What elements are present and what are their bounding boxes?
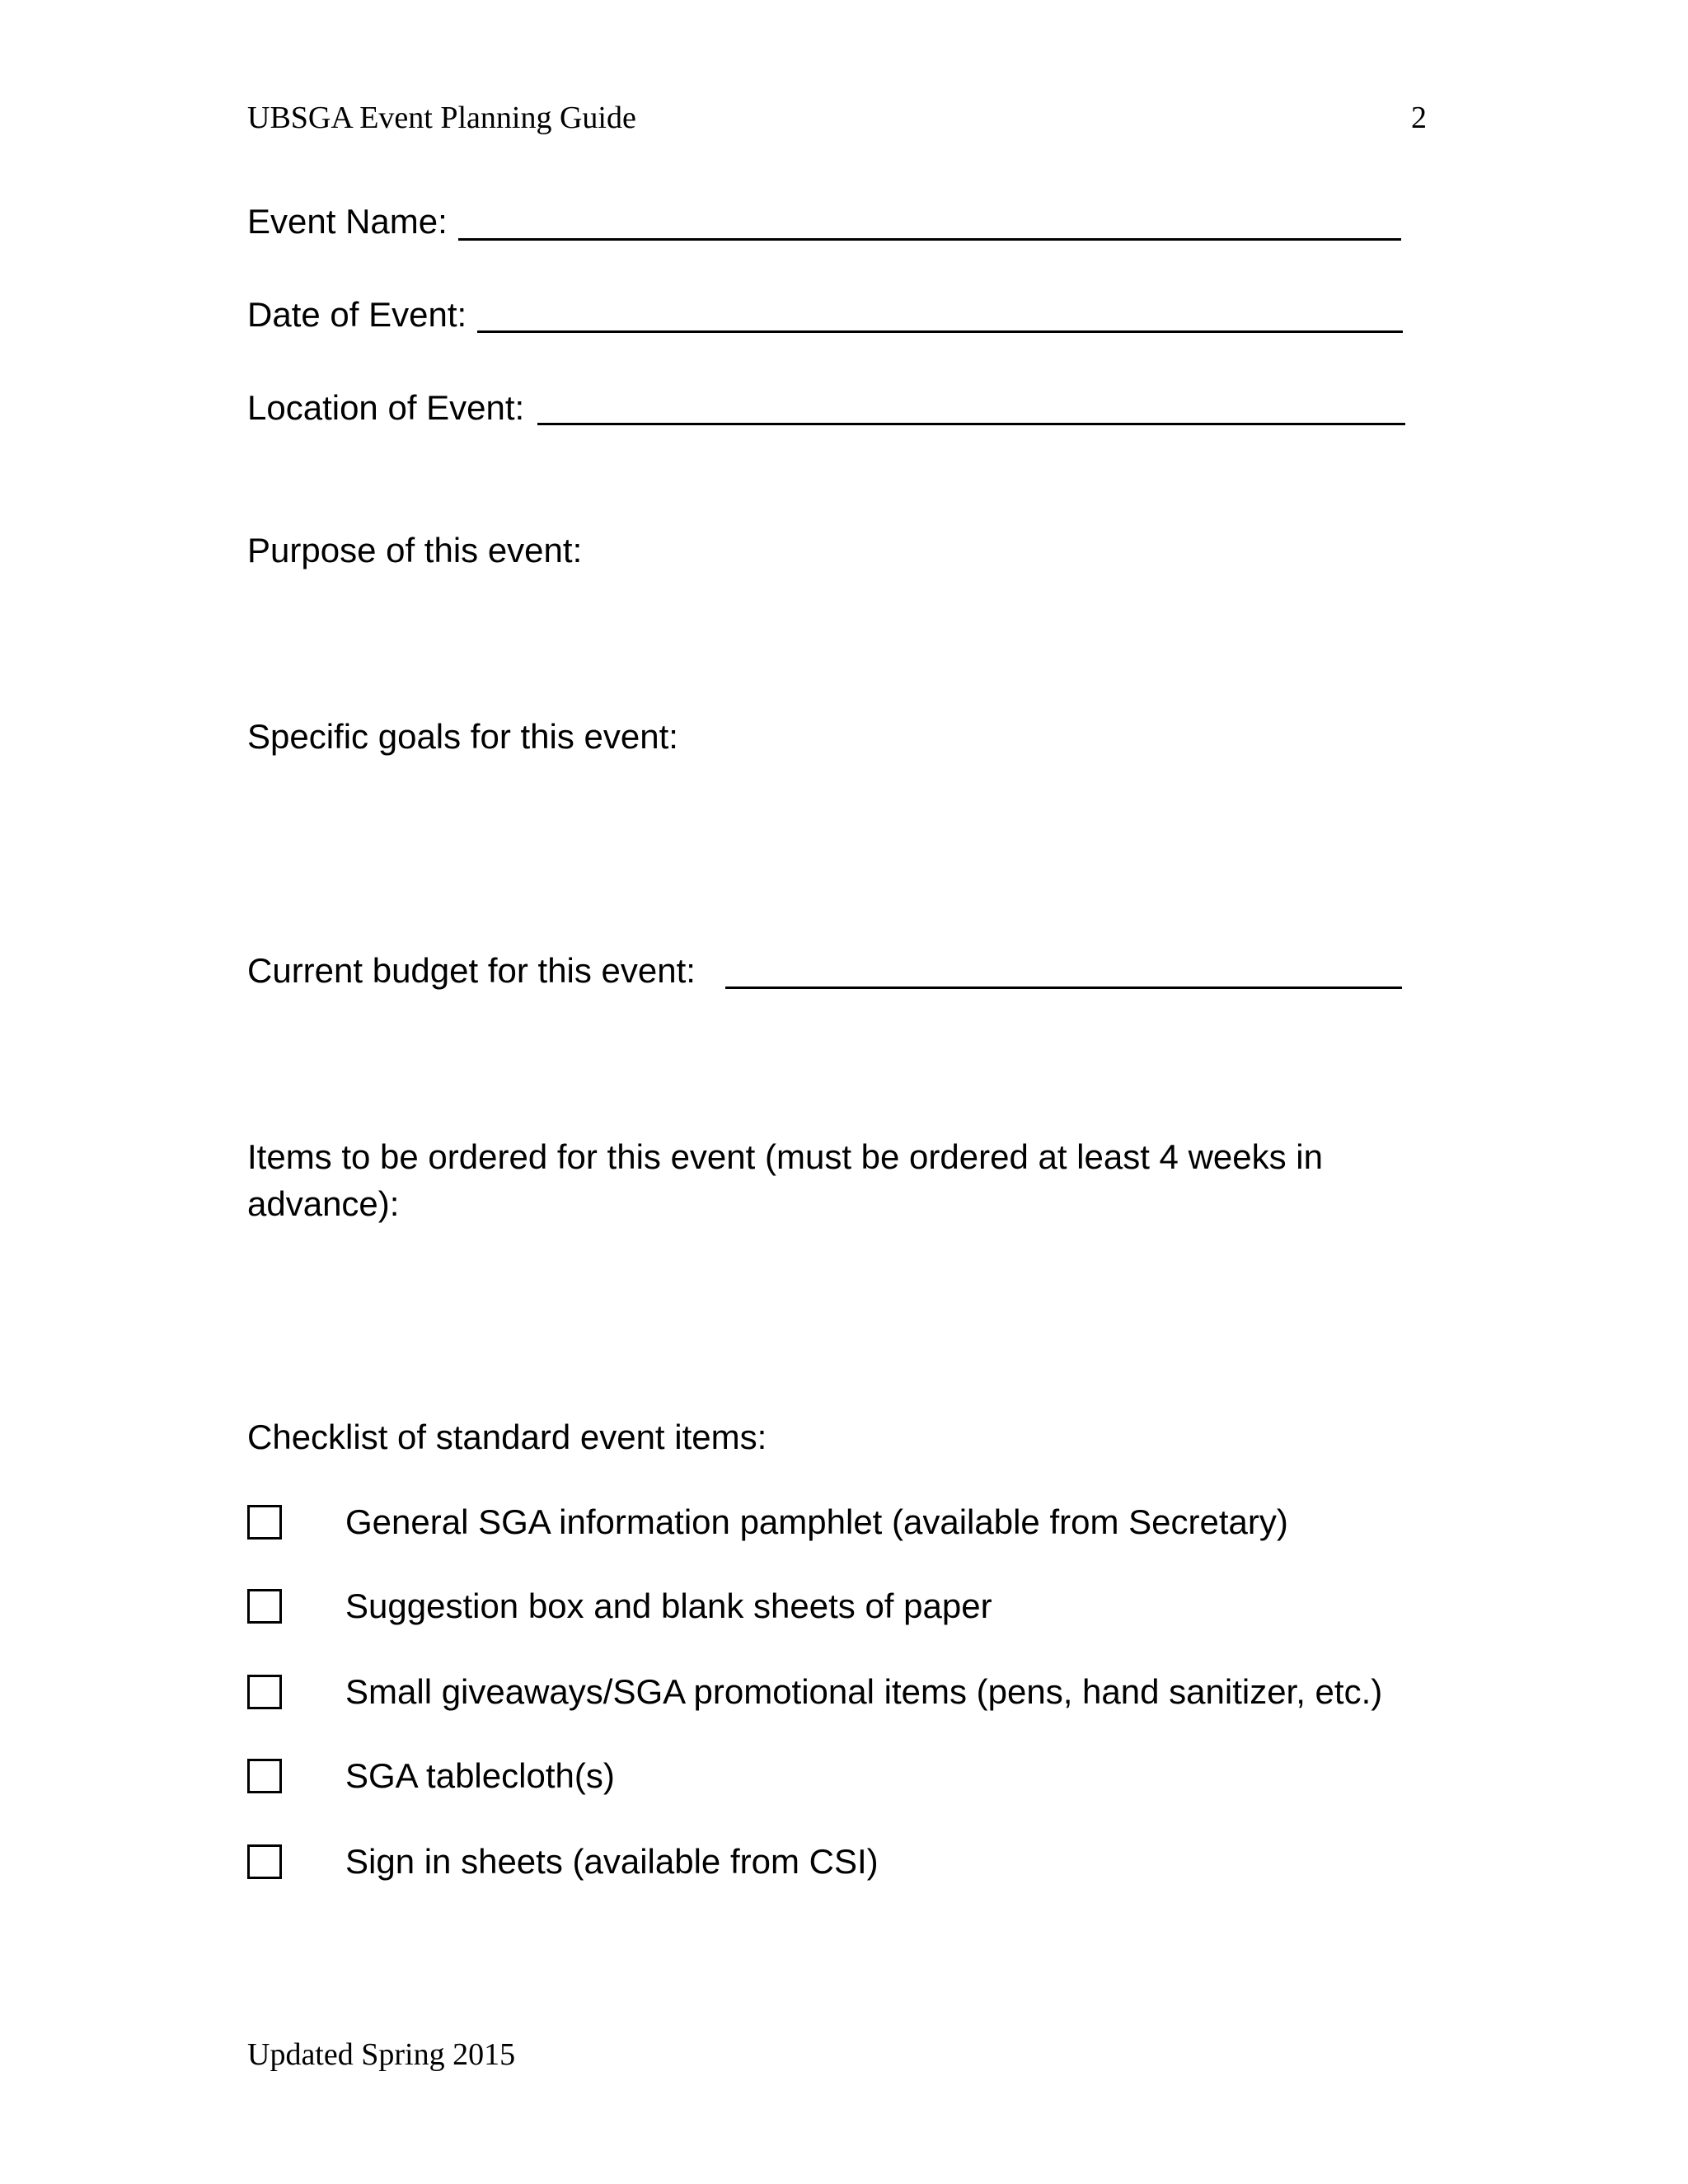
checkbox[interactable]: [247, 1675, 282, 1709]
event-name-label: Event Name:: [247, 202, 448, 241]
checkbox[interactable]: [247, 1505, 282, 1540]
purpose-label: Purpose of this event:: [247, 531, 583, 569]
location-of-event-label: Location of Event:: [247, 388, 525, 427]
checklist-item-label: Small giveaways/SGA promotional items (pens, hand sanitizer, etc.): [345, 1672, 1383, 1711]
date-of-event-label: Date of Event:: [247, 295, 467, 334]
location-of-event-blank-line[interactable]: [537, 423, 1405, 425]
checklist-heading: Checklist of standard event items:: [247, 1418, 767, 1456]
page-number: 2: [1411, 101, 1427, 135]
checkbox[interactable]: [247, 1759, 282, 1793]
document-footer: Updated Spring 2015: [247, 2037, 516, 2072]
checklist-item-label: SGA tablecloth(s): [345, 1756, 615, 1795]
current-budget-blank-line[interactable]: [725, 987, 1402, 989]
checkbox[interactable]: [247, 1589, 282, 1624]
date-of-event-blank-line[interactable]: [477, 330, 1403, 333]
items-to-order-label-line2: advance):: [247, 1184, 400, 1223]
event-name-blank-line[interactable]: [458, 238, 1401, 241]
checklist-item-label: Suggestion box and blank sheets of paper: [345, 1586, 992, 1625]
document-header-title: UBSGA Event Planning Guide: [247, 101, 636, 135]
checklist-item-label: Sign in sheets (available from CSI): [345, 1842, 879, 1881]
checklist-item-label: General SGA information pamphlet (available from Secretary): [345, 1502, 1288, 1541]
current-budget-label: Current budget for this event:: [247, 951, 696, 990]
checkbox[interactable]: [247, 1844, 282, 1879]
items-to-order-label-line1: Items to be ordered for this event (must be ordered at least 4 weeks in: [247, 1137, 1323, 1176]
specific-goals-label: Specific goals for this event:: [247, 717, 678, 756]
